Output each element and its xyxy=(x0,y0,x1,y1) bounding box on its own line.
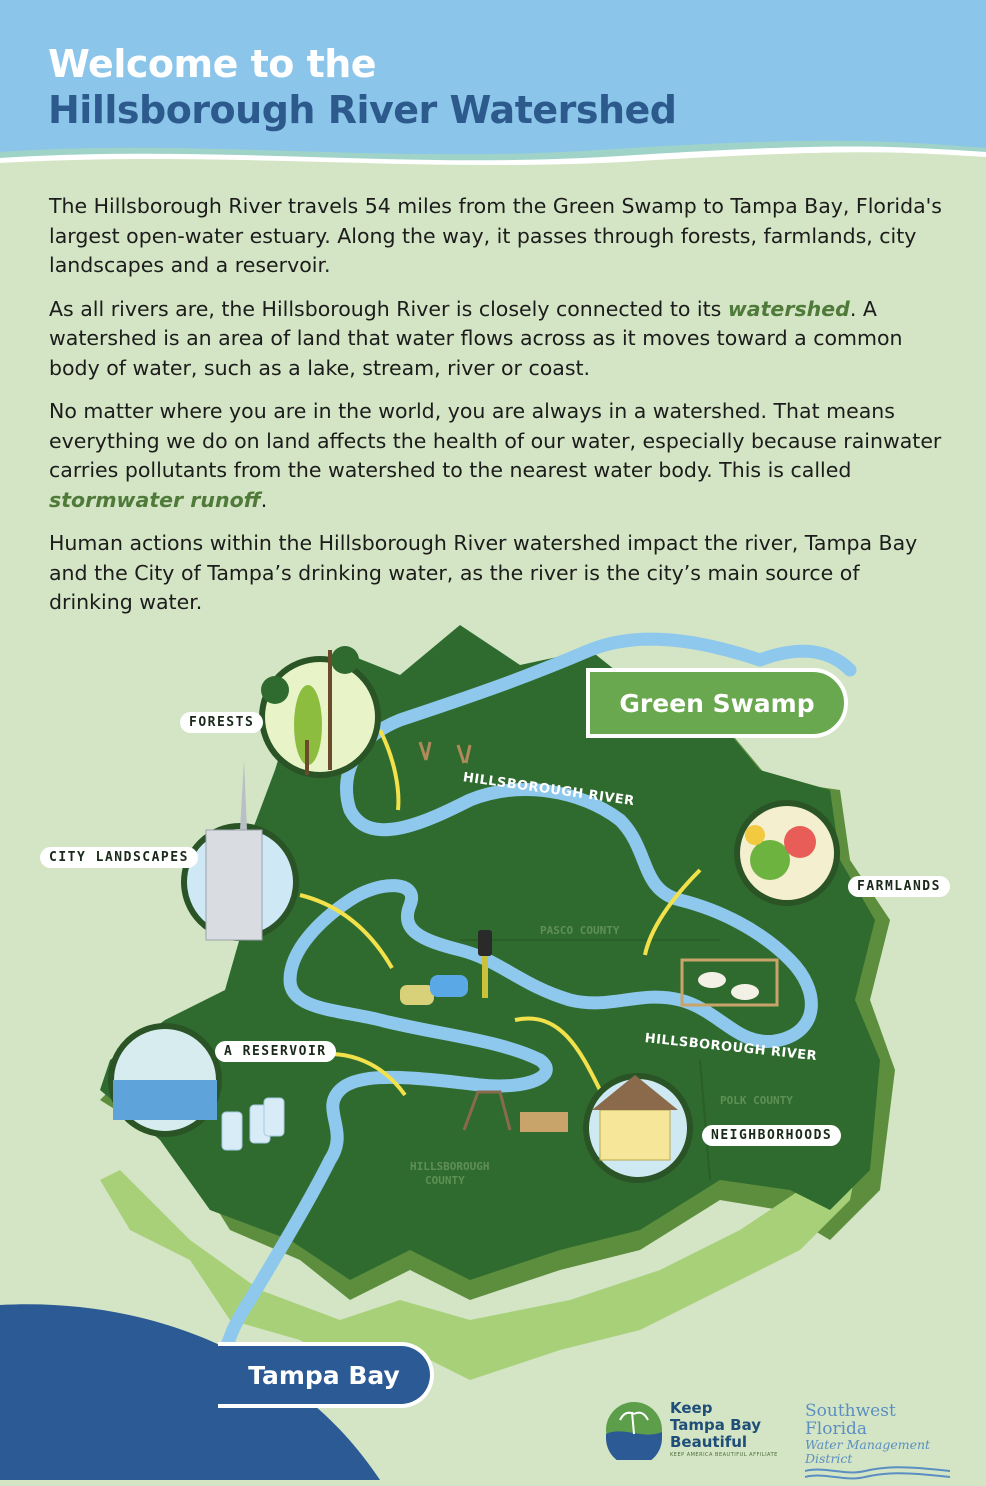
ktbb-name xyxy=(670,1400,761,1451)
label-forests: FORESTS xyxy=(180,712,263,733)
hillsborough-county-label-1: HILLSBOROUGH xyxy=(410,1160,490,1173)
swfwmd-logo xyxy=(805,1402,955,1486)
header-banner xyxy=(0,0,986,170)
paragraph-3 xyxy=(49,397,944,515)
paragraph-4: Human actions within the Hillsborough River watershed impact the river, Tampa Bay and the City of Tampa’s drinking water, as the river is the city’s main source of drinking water. xyxy=(49,531,918,614)
watershed-map xyxy=(0,620,986,1480)
intro-text xyxy=(49,192,944,632)
label-neighborhoods: NEIGHBORHOODS xyxy=(702,1125,841,1146)
ktbb-line-2: Tampa Bay xyxy=(670,1416,762,1434)
ktbb-tagline: KEEP AMERICA BEAUTIFUL AFFILIATE xyxy=(670,1452,778,1458)
paragraph-2 xyxy=(49,295,944,384)
paragraph-3-text-b: . xyxy=(260,487,268,512)
ktbb-line-3: Beautiful xyxy=(670,1433,748,1451)
paragraph-2-text-a: As all rivers are, the Hillsborough River is closely connected to its xyxy=(49,296,728,321)
pasco-county-label: PASCO COUNTY xyxy=(540,924,620,937)
river-label-2: HILLSBOROUGH RIVER xyxy=(643,1031,818,1065)
stormwater-runoff-term: stormwater runoff xyxy=(49,487,261,512)
header-wave xyxy=(0,130,986,170)
paragraph-2-text-b: . A watershed is an area of land that water flows across as it moves toward a common body of water, such as a lake, stream, river or coast. xyxy=(49,296,903,380)
title-line-1: Welcome to the xyxy=(48,42,377,86)
tampa-bay-label: Tampa Bay xyxy=(218,1342,434,1408)
ktbb-logo xyxy=(604,1399,778,1460)
label-farmlands: FARMLANDS xyxy=(848,876,950,897)
paragraph-3-text-a: No matter where you are in the world, you are always in a watershed. That means everything we do on land affects the health of our water, especially because rainwater carries pollutants from the watershed to the nearest water body. This is called xyxy=(49,399,942,482)
ktbb-line-1: Keep xyxy=(670,1399,713,1417)
hillsborough-county-label-2: COUNTY xyxy=(425,1174,465,1187)
ktbb-emblem-icon xyxy=(604,1400,664,1460)
farmlands-illustration xyxy=(737,803,837,903)
polk-county-label: POLK COUNTY xyxy=(720,1094,793,1107)
neighborhoods-illustration xyxy=(586,1075,690,1180)
paragraph-1: The Hillsborough River travels 54 miles from the Green Swamp to Tampa Bay, Florida's largest open-water estuary. Along the way, it passes through forests, farmlands, city landscapes and a reservoir. xyxy=(49,194,942,277)
label-reservoir: A RESERVOIR xyxy=(215,1041,336,1062)
label-city-landscapes: CITY LANDSCAPES xyxy=(40,847,198,868)
swfwmd-line-2: Water Management District xyxy=(805,1437,931,1466)
title-line-2: Hillsborough River Watershed xyxy=(48,88,677,132)
swfwmd-line-1: Southwest Florida xyxy=(805,1401,896,1439)
watershed-term: watershed xyxy=(727,296,850,321)
green-swamp-label: Green Swamp xyxy=(586,668,848,738)
river-label-1: HILLSBOROUGH RIVER xyxy=(461,770,636,810)
